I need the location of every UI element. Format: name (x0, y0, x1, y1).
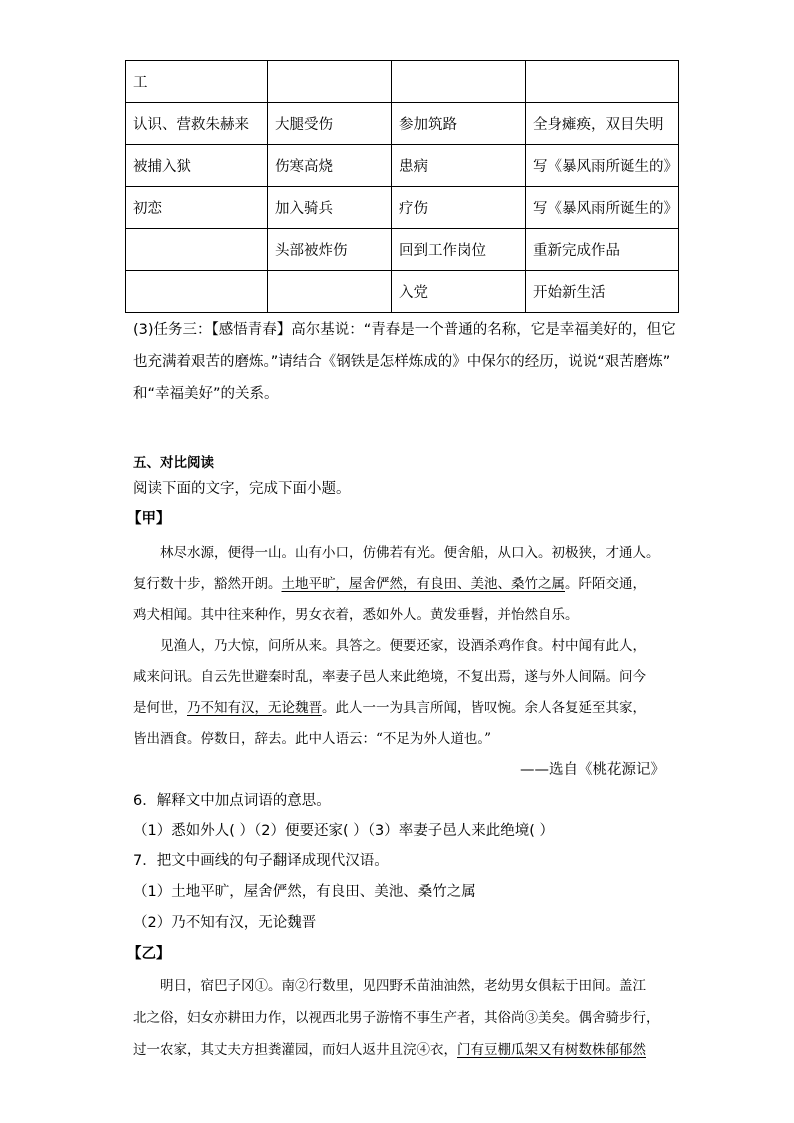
section-instruction: 阅读下面的文字，完成下面小题。 (133, 481, 351, 497)
table-cell: 初恋 (126, 187, 268, 229)
table-cell: 认识、营救朱赫来 (126, 103, 268, 145)
table-cell: 开始新生活 (526, 271, 679, 313)
table-cell (526, 61, 679, 103)
table-cell: 写《暴风雨所诞生的》 (526, 187, 679, 229)
passage-jia-line: 咸来问讯。自云先世避秦时乱，率妻子邑人来此绝境，不复出焉，遂与外人间隔。问今 (133, 669, 646, 685)
passage-jia-line (133, 572, 646, 592)
passage-jia-line: 皆出酒食。停数日，辞去。此中人语云：“不足为外人道也。” (133, 731, 492, 747)
table-row (126, 229, 679, 271)
passage-text: 是何世， (133, 700, 187, 716)
passage-yi-line: 北之俗，妇女亦耕田力作，以视西北男子游惰不事生产者，其俗尚③美矣。偶舍骑步行， (133, 1010, 660, 1026)
question-7-title: 7．把文中画线的句子翻译成现代汉语。 (133, 853, 389, 869)
table-cell: 患病 (392, 145, 526, 187)
table-cell: 大腿受伤 (268, 103, 392, 145)
passage-jia-line: 鸡犬相闻。其中往来种作，男女衣着，悉如外人。黄发垂髫，并怡然自乐。 (133, 607, 579, 623)
table-row (126, 271, 679, 313)
underlined-sentence: 门有豆棚瓜架又有树数株郁郁然 (457, 1042, 646, 1058)
task3-line-2: 也充满着艰苦的磨炼。”请结合《钢铁是怎样炼成的》中保尔的经历，说说“艰苦磨炼” (133, 354, 671, 370)
passage-text: 复行数十步，豁然开朗。 (133, 576, 282, 592)
table-cell: 加入骑兵 (268, 187, 392, 229)
table-cell (126, 229, 268, 271)
section-title: 五、对比阅读 (133, 455, 214, 471)
question-6-items: （1）悉如外人( ）（2）便要还家( ）（3）率妻子邑人来此绝境( ） (133, 823, 554, 839)
question-6-title: 6．解释文中加点词语的意思。 (133, 793, 331, 809)
passage-jia-label: 【甲】 (127, 511, 171, 527)
table-row (126, 145, 679, 187)
table-cell: 疗伤 (392, 187, 526, 229)
passage-yi-label: 【乙】 (127, 946, 171, 962)
table-row (126, 187, 679, 229)
passage-yi-line (133, 1038, 646, 1058)
table-cell: 入党 (392, 271, 526, 313)
experience-table (125, 60, 679, 313)
table-cell (126, 271, 268, 313)
table-cell: 全身瘫痪，双目失明 (526, 103, 679, 145)
table-cell (268, 61, 392, 103)
passage-text: 。阡陌交通， (565, 576, 646, 592)
table-cell: 伤寒高烧 (268, 145, 392, 187)
table-cell: 头部被炸伤 (268, 229, 392, 271)
table-cell: 参加筑路 (392, 103, 526, 145)
table-cell: 被捕入狱 (126, 145, 268, 187)
passage-text: 过一农家，其丈夫方担粪灌园，而妇人返井且浣④衣， (133, 1042, 457, 1058)
passage-jia-line (133, 696, 646, 716)
question-7-item-2: （2）乃不知有汉，无论魏晋 (133, 915, 317, 931)
question-7-item-1: （1）土地平旷，屋舍俨然，有良田、美池、桑竹之属 (133, 884, 476, 900)
passage-yi-line: 明日，宿巴子冈①。南②行数里，见四野禾苗油油然，老幼男女俱耘于田间。盖江 (160, 978, 646, 994)
underlined-sentence: 乃不知有汉，无论魏晋 (187, 700, 322, 716)
task3-line-1: (3)任务三：【感悟青春】高尔基说：“青春是一个普通的名称，它是幸福美好的，但它 (133, 322, 676, 338)
passage-text: 。此人一一为具言所闻，皆叹惋。余人各复延至其家， (322, 700, 646, 716)
table-cell: 工 (126, 61, 268, 103)
passage-jia-line: 林尽水源，便得一山。山有小口，仿佛若有光。便舍船，从口入。初极狭，才通人。 (160, 545, 660, 561)
task3-line-3: 和“幸福美好”的关系。 (133, 386, 279, 402)
table-cell: 重新完成作品 (526, 229, 679, 271)
table-cell (268, 271, 392, 313)
table-cell: 回到工作岗位 (392, 229, 526, 271)
passage-source: ——选自《桃花源记》 (520, 762, 665, 778)
table-row (126, 103, 679, 145)
table-cell: 写《暴风雨所诞生的》 (526, 145, 679, 187)
table-row (126, 61, 679, 103)
table-cell (392, 61, 526, 103)
passage-jia-line: 见渔人，乃大惊，问所从来。具答之。便要还家，设酒杀鸡作食。村中闻有此人， (160, 638, 646, 654)
underlined-sentence: 土地平旷，屋舍俨然，有良田、美池、桑竹之属 (281, 576, 565, 592)
